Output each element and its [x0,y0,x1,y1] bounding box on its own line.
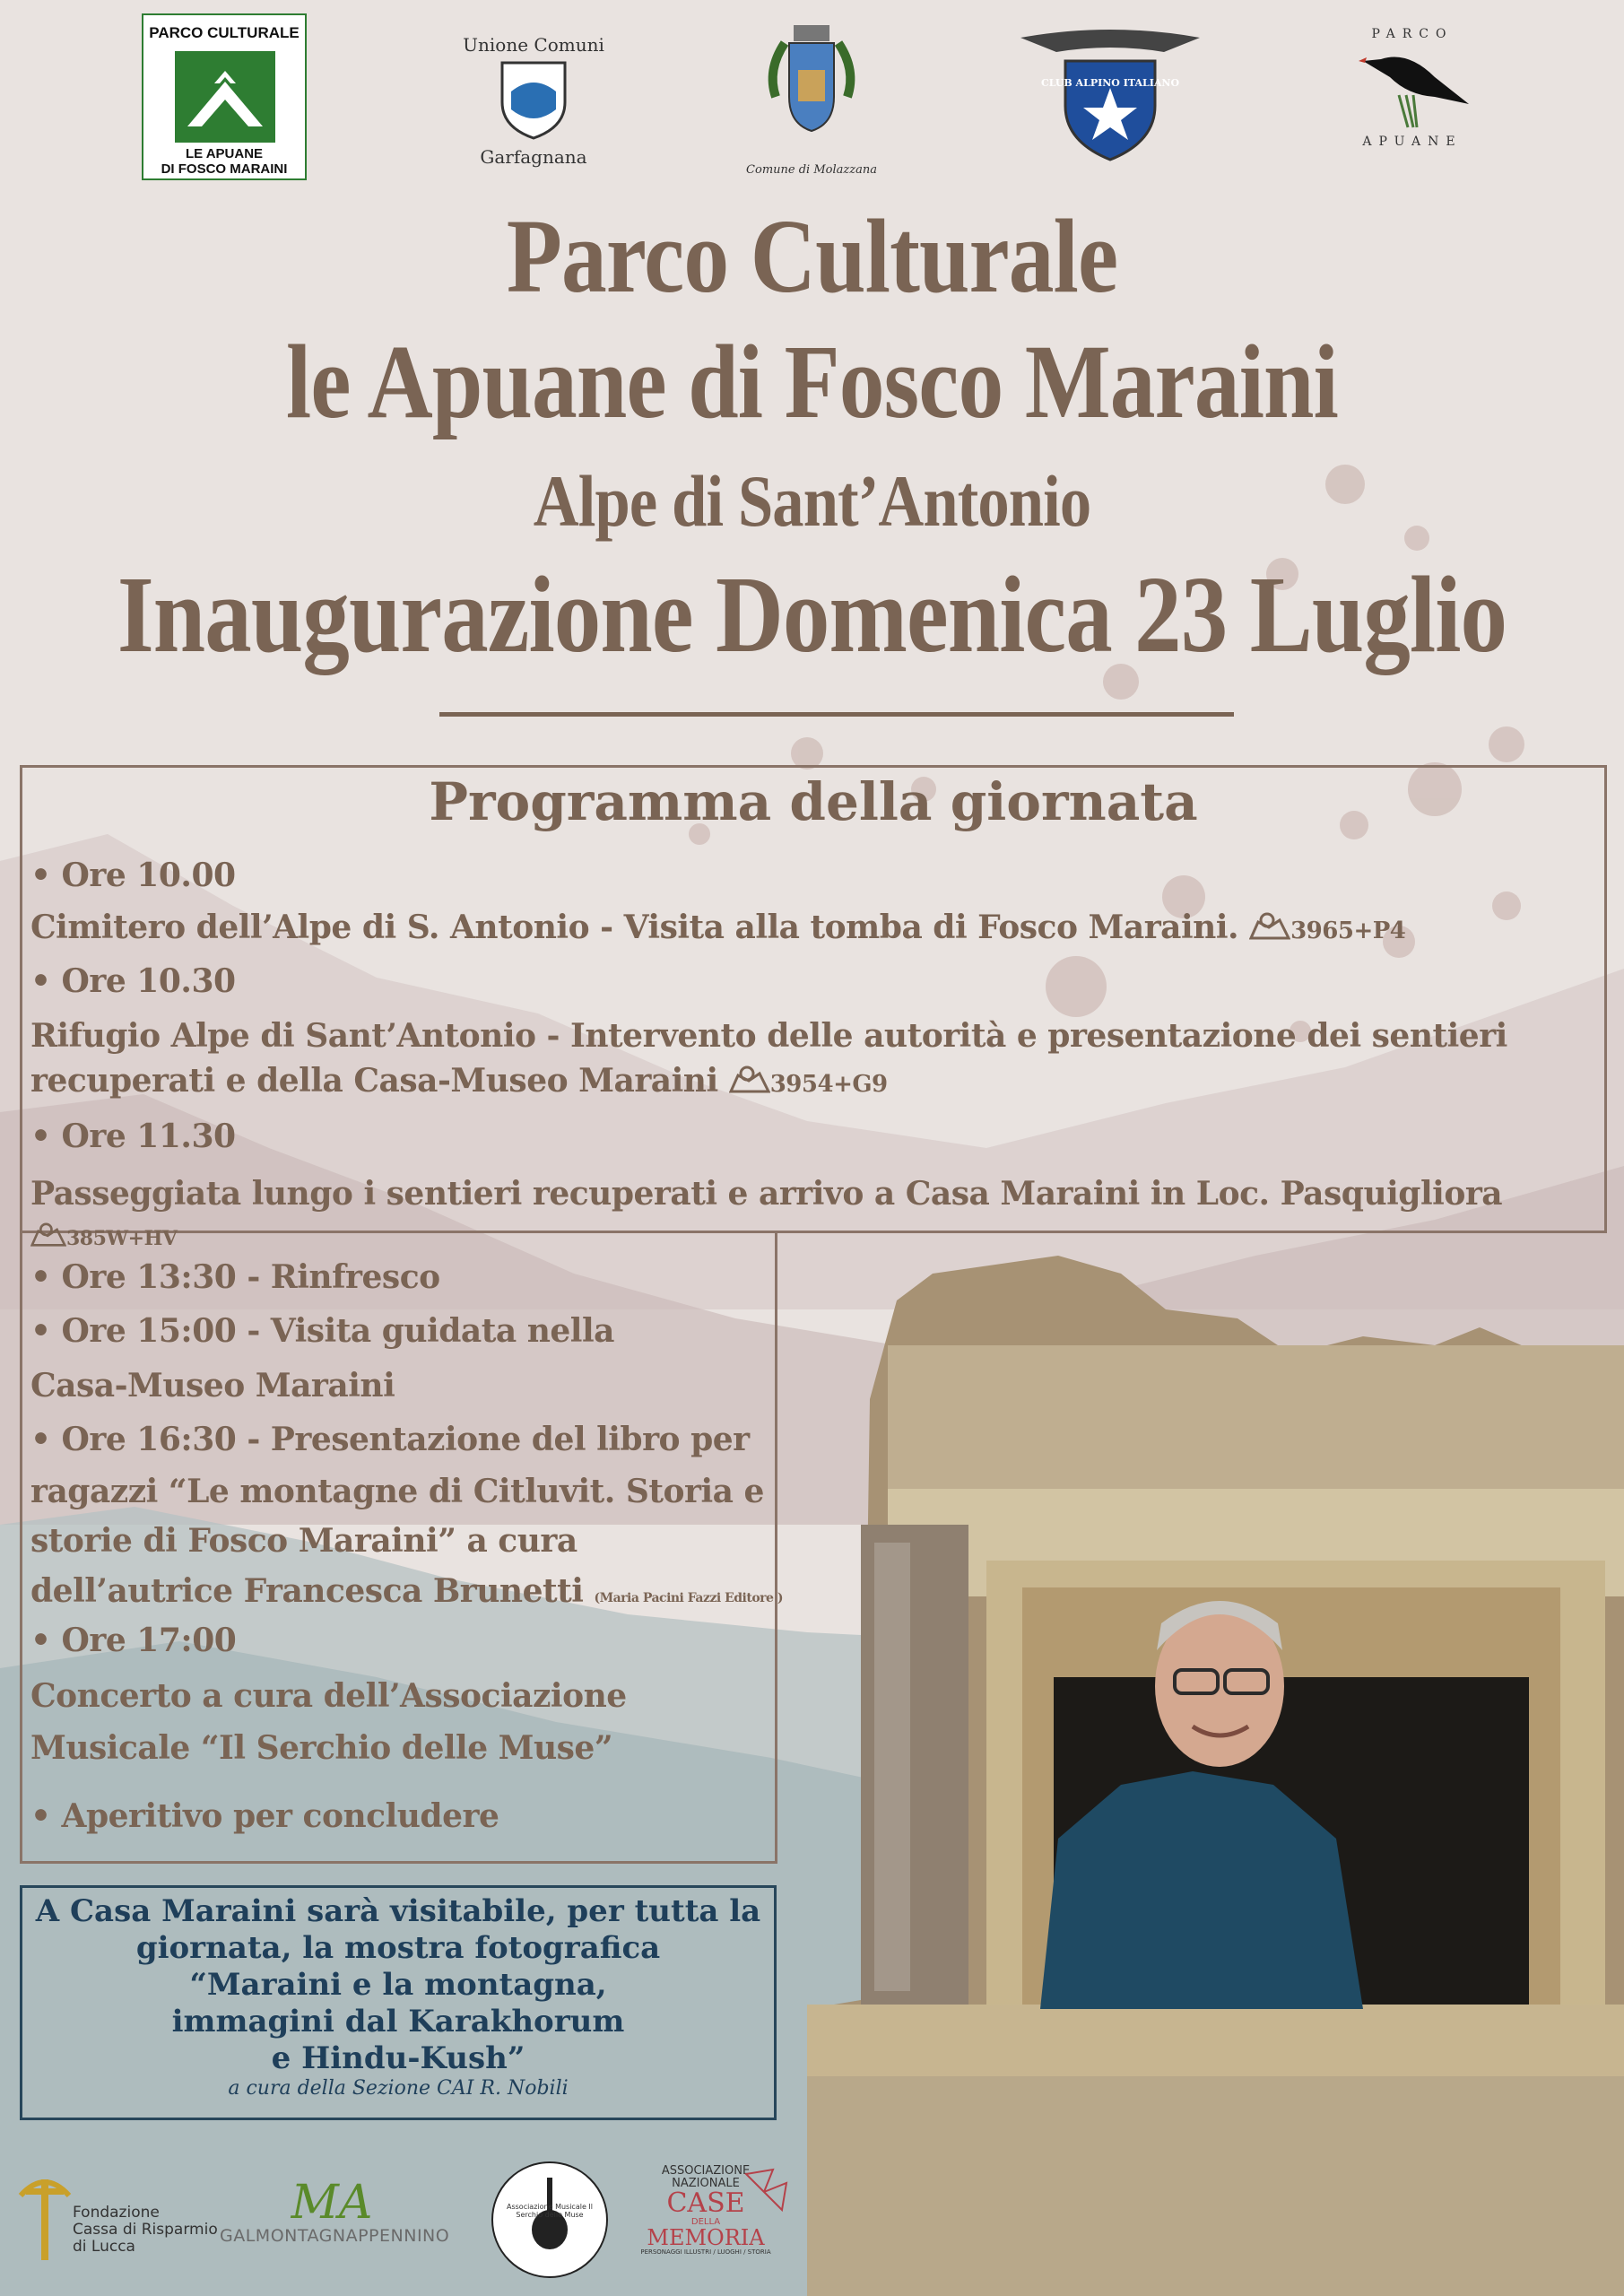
program-text: Cimitero dell’Alpe di S. Antonio - Visita alla tomba di Fosco Maraini. [30,909,1239,946]
gal-logo [220,2176,450,2260]
program-line [30,909,1405,946]
cross-arc-icon [13,2169,76,2262]
sponsor-line: NAZIONALE [672,2177,740,2190]
title-line-1: Parco Culturale [506,197,1118,315]
sponsor-line: PERSONAGGI ILLUSTRI / LUOGHI / STORIA [640,2248,771,2256]
logo-line: Unione Comuni [463,34,604,56]
map-pin-icon [729,1065,770,1095]
eagle-star-icon [1020,25,1200,169]
bird-icon [1354,41,1471,131]
logo-line: PARCO [1371,27,1454,41]
logo-caption: Comune di Molazzana [746,163,877,177]
map-pin-icon [30,1222,66,1248]
publisher-note: (Maria Pacini Fazzi Editore ) [594,1591,783,1605]
program-time: • Ore 10.00 [30,857,236,894]
title-divider [439,712,1234,717]
map-pin-code [729,1071,888,1098]
program-text: recuperati e della Casa-Museo Maraini [30,1062,718,1100]
map-pin-code [30,1224,177,1251]
program-line: • Ore 13:30 - Rinfresco [30,1258,440,1296]
spiral-icon [737,2165,791,2219]
plus-code: 385W+HV [66,1227,178,1250]
gal-mark: MA [291,2176,373,2230]
mountain-icon [175,51,275,143]
program-line: • Ore 15:00 - Visita guidata nella [30,1312,614,1350]
program-line [30,1062,888,1100]
program-line: • Ore 16:30 - Presentazione del libro per [30,1421,750,1458]
program-line: ragazzi “Le montagne di Citluvit. Storia e [30,1473,764,1510]
map-pin-icon [1249,911,1290,942]
program-text: dell’autrice Francesca Brunetti [30,1572,584,1610]
comune-logo [740,16,883,177]
fondazione-logo [13,2169,220,2267]
exhibition-line: e Hindu-Kush” [271,2040,525,2076]
program-line [30,1572,783,1610]
exhibition-line: immagini dal Karakhorum [171,2004,625,2039]
logo-line: LE APUANE [185,146,264,161]
program-line: Musicale “Il Serchio delle Muse” [30,1729,613,1767]
logo-text: PARCO CULTURALE [149,24,300,41]
plus-code: 3954+G9 [769,1071,888,1098]
shield-icon [493,56,574,142]
exhibition-credit: a cura della Sezione CAI R. Nobili [228,2077,569,2100]
serchio-logo [491,2161,608,2278]
sponsor-line: MEMORIA [647,2225,765,2250]
cai-logo [1020,25,1200,172]
logo-line: Garfagnana [480,146,587,168]
exhibition-box [20,1885,777,2120]
program-line: Casa-Museo Maraini [30,1367,395,1405]
exhibition-line: A Casa Maraini sarà visitabile, per tutta la [35,1893,761,1929]
program-line: Passeggiata lungo i sentieri recuperati e arrivo a Casa Maraini in Loc. Pasquigliora [30,1175,1503,1213]
parco-apuane-logo [1336,27,1489,149]
sponsor-line: Fondazione [73,2204,160,2222]
map-pin-code [30,1222,177,1251]
unione-comuni-logo [453,34,614,168]
logo-line: APUANE [1362,135,1463,149]
map-pin-code [1249,918,1405,944]
sponsor-line: CASE [666,2187,745,2219]
logo-text [143,146,305,177]
sponsor-line: ASSOCIAZIONE [661,2164,751,2178]
title-line-3: Alpe di Sant’Antonio [533,460,1091,542]
program-line: Concerto a cura dell’Associazione [30,1677,627,1715]
logo-line: DI FOSCO MARAINI [161,161,288,177]
logo-caption: CLUB ALPINO ITALIANO [1040,77,1180,89]
exhibition-line: giornata, la mostra fotografica [135,1930,661,1966]
exhibition-line: “Maraini e la montagna, [189,1967,607,2003]
sponsor-line: GALMONTAGNAPPENNINO [220,2226,450,2246]
title-line-2: le Apuane di Fosco Maraini [286,323,1338,440]
sponsor-line: Cassa di Risparmio [73,2221,218,2239]
program-line: • Aperitivo per concludere [30,1797,499,1835]
program-frame-top [20,765,1607,1233]
sponsor-line: di Lucca [73,2238,135,2256]
program-line: Rifugio Alpe di Sant’Antonio - Intervento delle autorità e presentazione dei sentieri [30,1017,1507,1055]
program-time: • Ore 10.30 [30,962,236,1000]
coat-of-arms-icon [749,16,874,160]
sponsor-line: Associazione Musicale Il Serchio delle Muse [506,2203,593,2219]
parco-culturale-logo [142,13,307,180]
program-heading: Programma della giornata [429,771,1198,832]
sponsor-line: DELLA [690,2217,721,2227]
program-line: storie di Fosco Maraini” a cura [30,1522,578,1560]
program-time: • Ore 17:00 [30,1622,237,1659]
title-line-4: Inaugurazione Domenica 23 Luglio [117,554,1507,675]
plus-code: 3965+P4 [1290,918,1406,944]
case-memoria-logo [621,2165,791,2273]
program-time: • Ore 11.30 [30,1118,236,1155]
